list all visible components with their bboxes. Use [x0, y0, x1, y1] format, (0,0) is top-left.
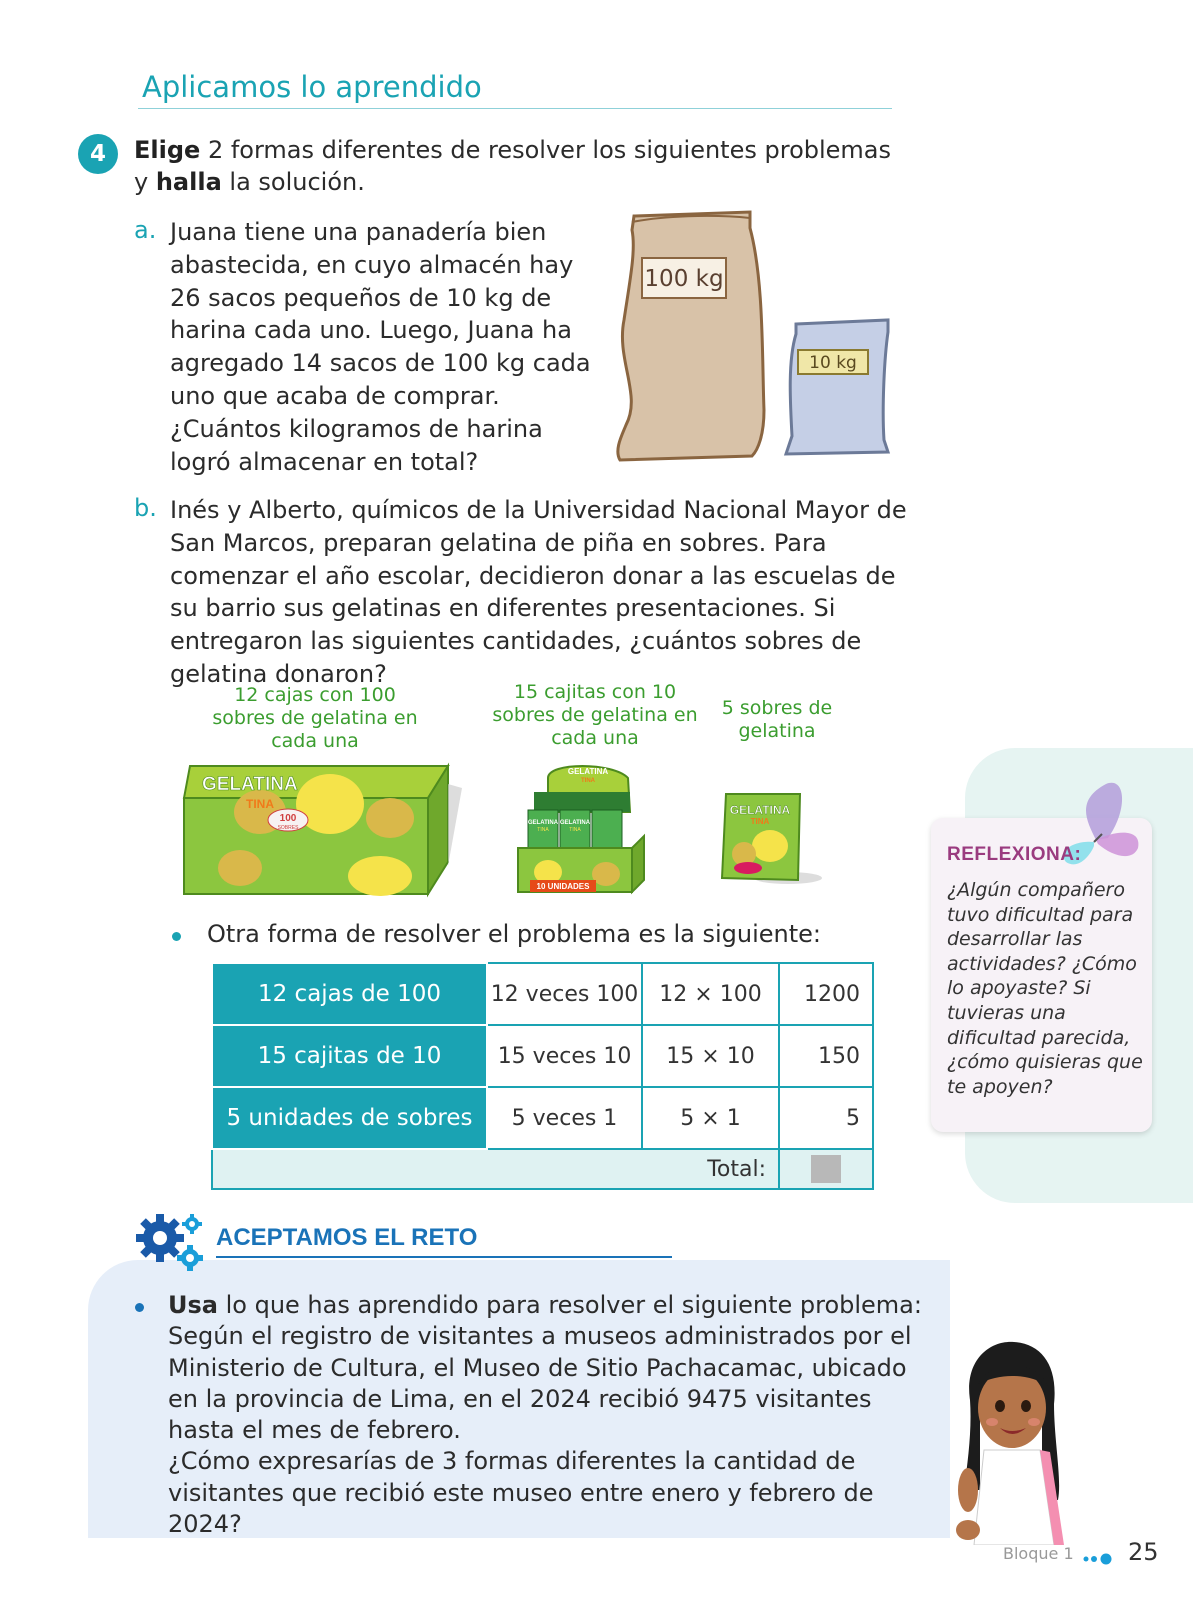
box-count-sub-text: SOBRES [277, 825, 299, 831]
problem-b-text: Inés y Alberto, químicos de la Universidad Nacional Mayor de San Marcos, preparan gelatina de piña en sobres. Para comenzar el año escolar, decidieron donar a las escuelas de su barrio sus gelatinas en diferentes presentaciones. Si entregaron las siguientes cantidades, ¿cuántos sobres de gelatina donaron? [170, 496, 907, 688]
display-sub-text: TINA [581, 778, 595, 784]
box-brand-text: GELATINA [202, 774, 298, 795]
packet-sub-text-2: TINA [569, 827, 581, 833]
table-row [212, 1025, 873, 1087]
display-brand-text: GELATINA [567, 767, 609, 776]
caption-cajitas: 15 cajitas con 10 sobres de gelatina en cada una [492, 681, 698, 749]
gelatina-big-box-illustration [180, 758, 465, 898]
footer-dots-icon [1082, 1553, 1116, 1565]
packet-brand-text-1: GELATINA [527, 820, 559, 826]
gelatina-display-box-illustration [508, 752, 653, 900]
bullet-dot [135, 1303, 144, 1312]
packet-brand-text: GELATINA [729, 803, 791, 817]
reto-lead [168, 1290, 928, 1321]
packet-brand-text-2: GELATINA [559, 820, 591, 826]
gears-icon [134, 1210, 210, 1278]
instruction-verb-halla: halla [155, 168, 222, 196]
packet-sub-text: TINA [750, 817, 770, 826]
problem-b-letter: b. [134, 494, 157, 522]
reto-lead-text: lo que has aprendido para resolver el siguiente problema: [217, 1291, 922, 1319]
question-number-badge: 4 [78, 134, 118, 174]
row-veces: 15 veces 10 [487, 1025, 642, 1087]
row-multiplication: 5 × 1 [642, 1087, 779, 1149]
reflexiona-title: REFLEXIONA: [947, 844, 1082, 865]
row-veces: 12 veces 100 [487, 963, 642, 1025]
box-sub-text: TINA [246, 797, 274, 811]
section-title: Aplicamos lo aprendido [142, 70, 482, 104]
row-multiplication: 15 × 10 [642, 1025, 779, 1087]
reto-paragraph-2: ¿Cómo expresarías de 3 formas diferentes la cantidad de visitantes que recibió este museo entre enero y febrero de 2024? [168, 1447, 874, 1539]
table-row [212, 963, 873, 1025]
display-units-label: 10 UNIDADES [536, 882, 590, 891]
total-row [212, 1149, 873, 1189]
solution-table [211, 962, 874, 1190]
row-label: 15 cajitas de 10 [212, 1025, 487, 1087]
total-answer-cell[interactable] [779, 1149, 873, 1189]
packet-sub-text-1: TINA [537, 827, 549, 833]
footer-block-label: Bloque 1 [1003, 1544, 1074, 1563]
page-number: 25 [1128, 1538, 1159, 1566]
small-sack-label: 10 kg [809, 353, 857, 373]
reflexiona-text: ¿Algún compañero tuvo dificultad para desarrollar las actividades? ¿Cómo lo apoyaste? Si tuvieras una dificultad parecida, ¿cómo quisieras que te apoyen? [947, 879, 1143, 1098]
girl-character-illustration [950, 1340, 1070, 1545]
row-multiplication: 12 × 100 [642, 963, 779, 1025]
row-veces: 5 veces 1 [487, 1087, 642, 1149]
answer-blank-box[interactable] [811, 1155, 841, 1183]
problem-a-text: Juana tiene una panadería bien abastecida, en cuyo almacén hay 26 sacos pequeños de 10 kg de harina cada uno. Luego, Juana ha agregado 14 sacos de 100 kg cada uno que acaba de comprar. ¿Cuántos kilogramos de harina logró almacenar en total? [170, 218, 591, 476]
instruction-text-1: 2 formas diferentes de resolver los siguientes problemas y [134, 136, 892, 196]
flour-sack-small [786, 320, 888, 454]
flour-sacks-illustration [612, 210, 912, 470]
section-divider [138, 108, 892, 109]
question-instructions [134, 134, 894, 198]
caption-sobres: 5 sobres de gelatina [721, 697, 833, 742]
total-label: Total: [212, 1149, 779, 1189]
row-result: 1200 [779, 963, 873, 1025]
bullet-dot [172, 932, 181, 941]
reto-verb: Usa [168, 1291, 218, 1319]
row-label: 12 cajas de 100 [212, 963, 487, 1025]
big-sack-label: 100 kg [644, 266, 724, 292]
reto-text [168, 1290, 928, 1540]
table-row [212, 1087, 873, 1149]
problem-a-letter: a. [134, 216, 157, 244]
row-label: 5 unidades de sobres [212, 1087, 487, 1149]
row-result: 150 [779, 1025, 873, 1087]
reto-paragraph-1: Según el registro de visitantes a museos administrados por el Ministerio de Cultura, el Museo de Sitio Pachacamac, ubicado en la provincia de Lima, en el 2024 recibió 9475 visitantes hasta el mes de febrero. [168, 1322, 912, 1445]
gelatina-packet-illustration [718, 790, 828, 890]
reto-divider [216, 1256, 672, 1258]
alternative-method-text: Otra forma de resolver el problema es la siguiente: [207, 920, 821, 948]
flour-sack-big [618, 212, 764, 460]
reto-title: ACEPTAMOS EL RETO [216, 1224, 478, 1251]
instruction-text-2: la solución. [221, 168, 365, 196]
row-result: 5 [779, 1087, 873, 1149]
box-count-text: 100 [279, 813, 297, 824]
caption-cajas: 12 cajas con 100 sobres de gelatina en cada una [212, 684, 418, 752]
instruction-verb-elige: Elige [134, 136, 201, 164]
